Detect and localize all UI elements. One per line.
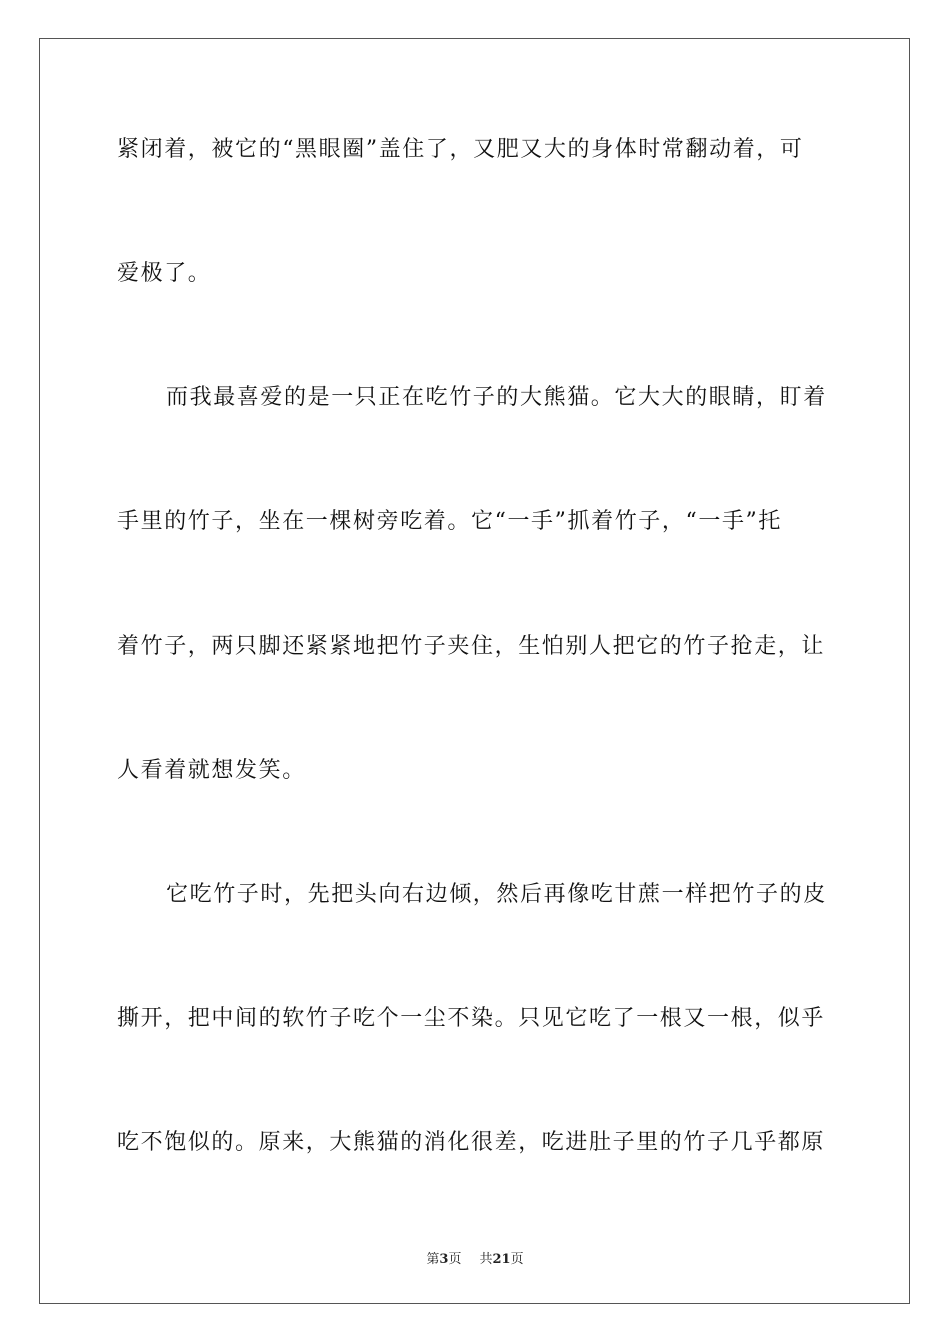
total-pages: 21 bbox=[492, 1252, 511, 1267]
text-line-2: 爱极了。 bbox=[117, 261, 212, 286]
page-number: 3 bbox=[439, 1252, 449, 1267]
text-line-6: 人看着就想发笑。 bbox=[117, 758, 306, 783]
text-line-1: 紧闭着，被它的“黑眼圈”盖住了，又肥又大的身体时常翻动着，可 bbox=[117, 137, 804, 162]
total-prefix: 共 bbox=[479, 1252, 493, 1267]
page-prefix: 第 bbox=[426, 1252, 440, 1267]
text-line-8: 撕开，把中间的软竹子吃个一尘不染。只见它吃了一根又一根，似乎 bbox=[117, 1006, 826, 1031]
page-suffix: 页 bbox=[448, 1252, 462, 1267]
paragraph-start-line-3: 而我最喜爱的是一只正在吃竹子的大熊猫。它大大的眼睛，盯着 bbox=[166, 385, 827, 410]
paragraph-start-line-7: 它吃竹子时，先把头向右边倾，然后再像吃甘蔗一样把竹子的皮 bbox=[166, 882, 827, 907]
total-suffix: 页 bbox=[510, 1252, 524, 1267]
page-border bbox=[39, 38, 910, 1304]
text-line-9: 吃不饱似的。原来，大熊猫的消化很差，吃进肚子里的竹子几乎都原 bbox=[117, 1130, 826, 1155]
page-footer bbox=[0, 1248, 950, 1267]
text-line-4: 手里的竹子，坐在一棵树旁吃着。它“一手”抓着竹子，“一手”托 bbox=[117, 509, 782, 534]
text-line-5: 着竹子，两只脚还紧紧地把竹子夹住，生怕别人把它的竹子抢走，让 bbox=[117, 634, 826, 659]
